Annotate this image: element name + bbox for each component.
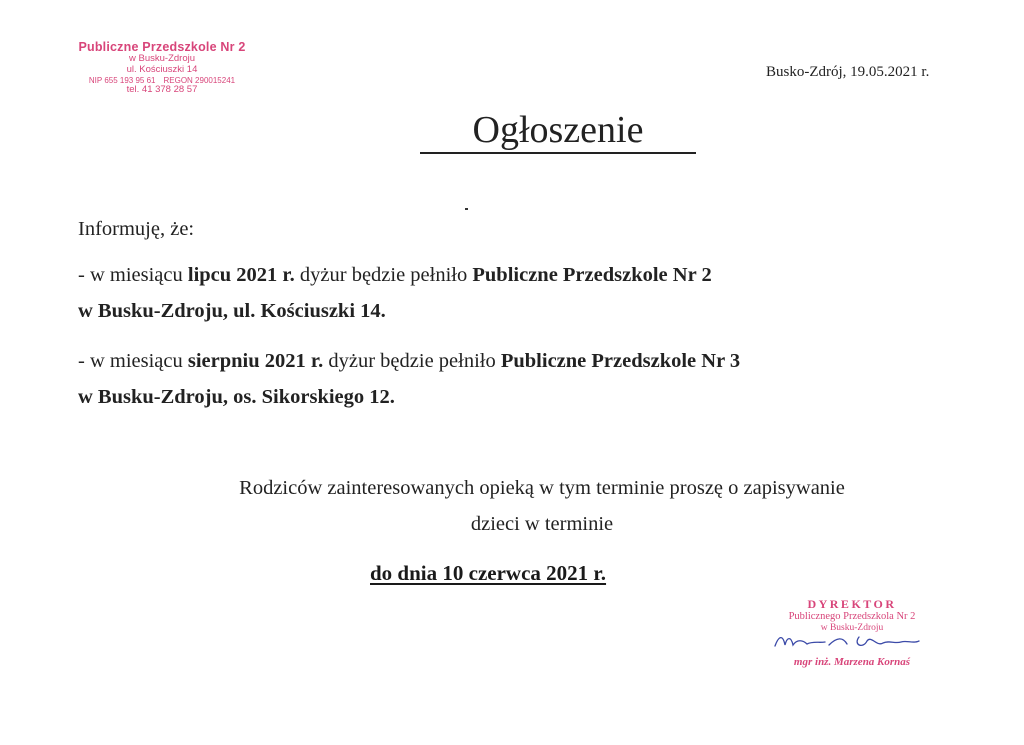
note-line-1: Rodziców zainteresowanych opieką w tym terminie proszę o zapisywanie	[239, 477, 845, 499]
item-school: Publiczne Przedszkole Nr 2	[472, 264, 712, 286]
stamp-school-name: Publiczne Przedszkole Nr 2	[78, 40, 246, 54]
item-address: w Busku-Zdroju, ul. Kościuszki 14.	[78, 300, 386, 322]
duty-item-august	[78, 343, 946, 415]
sig-name: mgr inż. Marzena Kornaś	[793, 655, 911, 668]
handwritten-signature-icon	[767, 631, 937, 651]
item-middle: dyżur będzie pełniło	[323, 350, 501, 372]
registration-deadline	[370, 561, 690, 586]
duty-item-july	[78, 257, 946, 329]
stamp-street: ul. Kościuszki 14	[126, 64, 198, 76]
stamp-nip: NIP 655 193 95 61	[88, 76, 156, 86]
ink-speck	[465, 208, 468, 210]
deadline-text: do dnia 10 czerwca 2021 r.	[370, 561, 607, 585]
item-prefix: - w miesiącu	[78, 350, 188, 372]
school-header-stamp	[72, 40, 252, 96]
page-title: Ogłoszenie	[420, 108, 696, 154]
registration-note	[100, 470, 984, 542]
stamp-city: w Busku-Zdroju	[129, 53, 195, 65]
item-address: w Busku-Zdroju, os. Sikorskiego 12.	[78, 386, 395, 408]
stamp-regon: REGON 290015241	[163, 76, 236, 86]
document-date: Busko-Zdrój, 19.05.2021 r.	[766, 64, 930, 80]
item-prefix: - w miesiącu	[78, 264, 188, 286]
stamp-phone: tel. 41 378 28 57	[126, 84, 198, 96]
item-middle: dyżur będzie pełniło	[294, 264, 473, 286]
item-month: sierpniu 2021 r.	[187, 350, 324, 372]
director-signature-stamp	[752, 598, 952, 668]
intro-text: Informuję, że:	[78, 218, 195, 240]
note-line-2: dzieci w terminie	[470, 513, 614, 535]
item-school: Publiczne Przedszkole Nr 3	[500, 350, 741, 372]
sig-city: w Busku-Zdroju	[820, 622, 884, 633]
item-month: lipcu 2021 r.	[187, 264, 295, 286]
sig-institution: Publicznego Przedszkola Nr 2	[788, 611, 916, 623]
sig-role: DYREKTOR	[807, 597, 897, 611]
